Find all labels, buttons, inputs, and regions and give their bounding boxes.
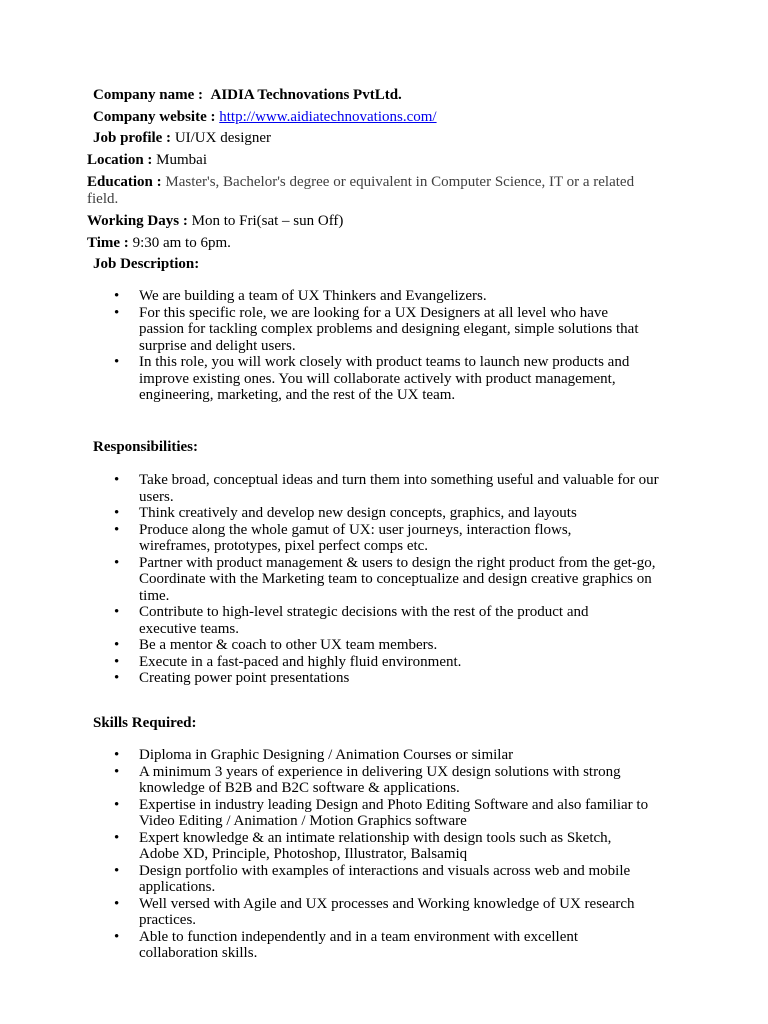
time-value: 9:30 am to 6pm. bbox=[132, 235, 231, 251]
list-item: • Expertise in industry leading Design and Photo Editing Software and also familiar to Video Editing / Animation / Motion Graphics software bbox=[0, 797, 669, 830]
list-item: • Produce along the whole gamut of UX: user journeys, interaction flows, wireframes, prototypes, pixel perfect comps etc. bbox=[0, 522, 599, 555]
job-description-list bbox=[0, 288, 669, 404]
company-website-link[interactable]: http://www.aidiatechnovations.com/ bbox=[219, 109, 437, 125]
location-line bbox=[87, 152, 207, 169]
list-item: • Take broad, conceptual ideas and turn them into something useful and valuable for our users. bbox=[0, 472, 659, 505]
company-name-line bbox=[93, 87, 402, 104]
list-item: • We are building a team of UX Thinkers and Evangelizers. bbox=[0, 288, 669, 305]
company-name-label: Company name : bbox=[93, 87, 204, 103]
education-value: Master's, Bachelor's degree or equivalent in Computer Science, IT or a related bbox=[165, 174, 635, 190]
job-profile-value: UI/UX designer bbox=[174, 130, 272, 146]
list-item: • Able to function independently and in a team environment with excellent collaboration skills. bbox=[0, 929, 609, 962]
company-website-label: Company website : bbox=[93, 109, 216, 125]
list-item: • Creating power point presentations bbox=[0, 670, 669, 687]
list-item: • In this role, you will work closely with product teams to launch new products and improve existing ones. You will collaborate actively with product management, engineering, marketing, and the rest of the UX team. bbox=[0, 354, 649, 404]
education-value-cont: field. bbox=[87, 191, 119, 207]
time-label: Time : bbox=[87, 235, 129, 251]
location-value: Mumbai bbox=[156, 152, 208, 168]
responsibilities-heading: Responsibilities: bbox=[93, 439, 199, 455]
education-line bbox=[87, 174, 634, 191]
skills-heading: Skills Required: bbox=[93, 715, 197, 731]
company-website-line bbox=[93, 109, 437, 126]
location-label: Location : bbox=[87, 152, 153, 168]
list-item: • Expert knowledge & an intimate relationship with design tools such as Sketch, Adobe XD, Principle, Photoshop, Illustrator, Balsamiq bbox=[0, 830, 639, 863]
list-item: • Contribute to high-level strategic decisions with the rest of the product and executive teams. bbox=[0, 604, 619, 637]
job-profile-label: Job profile : bbox=[93, 130, 172, 146]
list-item: • Partner with product management & users to design the right product from the get-go, Coordinate with the Marketing team to conceptualize and design creative graphics on time. bbox=[0, 555, 659, 605]
education-label: Education : bbox=[87, 174, 162, 190]
list-item: • Be a mentor & coach to other UX team members. bbox=[0, 637, 669, 654]
job-description-heading: Job Description: bbox=[93, 256, 200, 272]
list-item: • A minimum 3 years of experience in delivering UX design solutions with strong knowledge of B2B and B2C software & applications. bbox=[0, 764, 649, 797]
skills-list bbox=[0, 747, 669, 962]
job-profile-line bbox=[93, 130, 271, 147]
list-item: • Well versed with Agile and UX processes and Working knowledge of UX research practices. bbox=[0, 896, 664, 929]
working-days-line bbox=[87, 213, 343, 230]
time-line bbox=[87, 235, 231, 252]
company-name-value: AIDIA Technovations PvtLtd. bbox=[210, 87, 402, 103]
list-item: • Think creatively and develop new design concepts, graphics, and layouts bbox=[0, 505, 669, 522]
working-days-value: Mon to Fri(sat – sun Off) bbox=[191, 213, 344, 229]
list-item: • Design portfolio with examples of interactions and visuals across web and mobile applications. bbox=[0, 863, 659, 896]
list-item: • Execute in a fast-paced and highly fluid environment. bbox=[0, 654, 669, 671]
responsibilities-list bbox=[0, 472, 669, 687]
list-item: • For this specific role, we are looking for a UX Designers at all level who have passion for tackling complex problems and designing elegant, simple solutions that surprise and delight users. bbox=[0, 305, 649, 355]
list-item: • Diploma in Graphic Designing / Animation Courses or similar bbox=[0, 747, 669, 764]
working-days-label: Working Days : bbox=[87, 213, 188, 229]
